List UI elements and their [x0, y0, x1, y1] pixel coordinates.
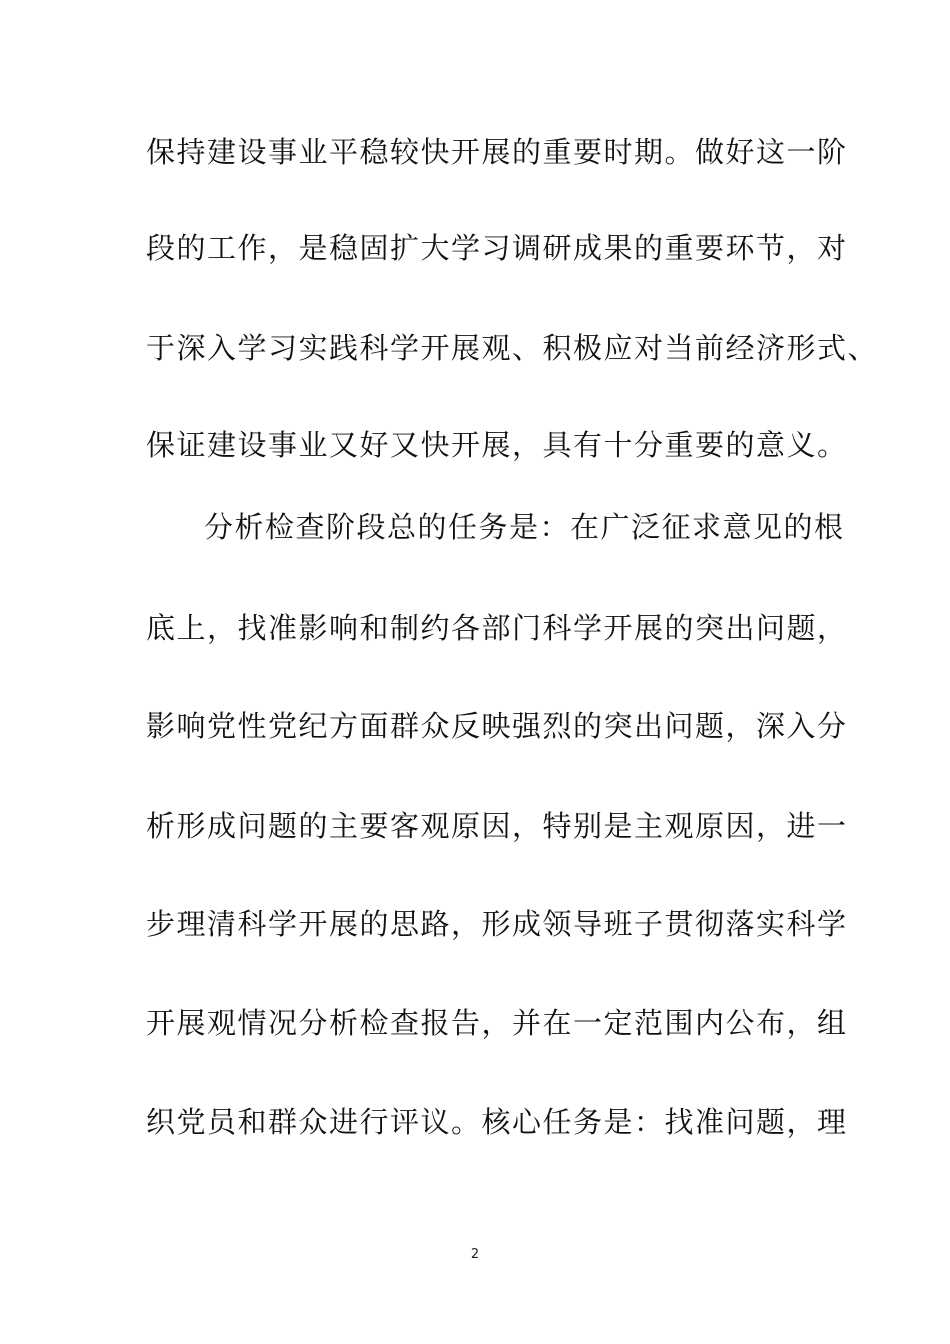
text-line: 影响党性党纪方面群众反映强烈的突出问题，深入分 [146, 709, 848, 743]
page-number: 2 [470, 1247, 480, 1262]
text-line: 织党员和群众进行评议。核心任务是：找准问题，理 [146, 1105, 848, 1139]
text-line: 底上，找准影响和制约各部门科学开展的突出问题， [146, 611, 848, 645]
text-line: 段的工作，是稳固扩大学习调研成果的重要环节，对 [146, 231, 848, 265]
text-line: 开展观情况分析检查报告，并在一定范围内公布，组 [146, 1006, 848, 1040]
paragraph-start-line: 分析检查阶段总的任务是：在广泛征求意见的根 [204, 510, 845, 544]
text-line: 保持建设事业平稳较快开展的重要时期。做好这一阶 [146, 135, 848, 169]
text-line: 保证建设事业又好又快开展，具有十分重要的意义。 [146, 428, 848, 462]
text-line: 析形成问题的主要客观原因，特别是主观原因，进一 [146, 809, 848, 843]
text-line: 步理清科学开展的思路，形成领导班子贯彻落实科学 [146, 907, 848, 941]
text-line: 于深入学习实践科学开展观、积极应对当前经济形式、 [146, 331, 879, 365]
